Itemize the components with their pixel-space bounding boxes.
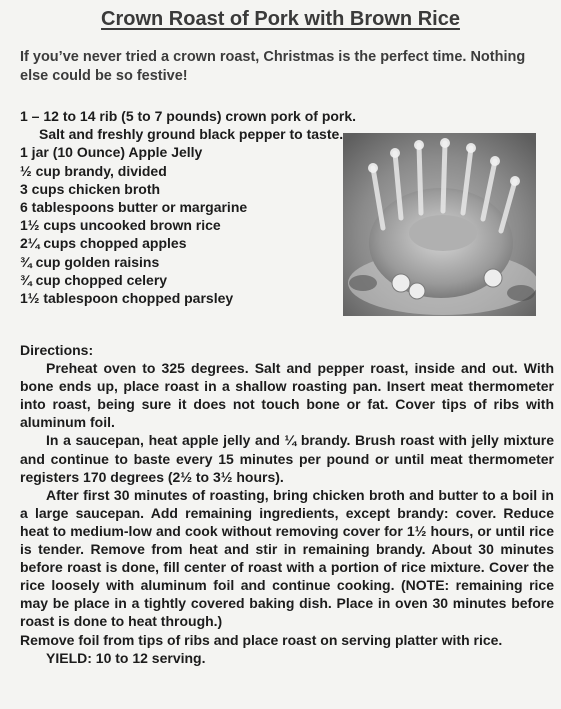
ingredient-item: 6 tablespoons butter or margarine (20, 199, 248, 216)
ingredient-item: Salt and freshly ground black pepper to taste. (39, 126, 344, 143)
directions-heading: Directions: (20, 342, 94, 358)
ingredient-item: ¾ cup chopped celery (20, 271, 168, 288)
ingredient-item: 3 cups chicken broth (20, 180, 161, 197)
direction-paragraph: Remove foil from tips of ribs and place roast on serving platter with rice. (20, 631, 503, 648)
recipe-yield: YIELD: 10 to 12 serving. (46, 649, 206, 666)
recipe-intro: If you’ve never tried a crown roast, Christmas is the perfect time. Nothing else could be so festive! (20, 49, 526, 84)
crown-roast-illustration (343, 133, 536, 316)
crown-roast-photo (343, 133, 536, 316)
ingredient-item: 2¼ cups chopped apples (20, 235, 187, 252)
ingredient-item: 1 – 12 to 14 rib (5 to 7 pounds) crown pork of pork. (20, 108, 357, 124)
ingredient-item: 1½ cups uncooked brown rice (20, 217, 221, 234)
direction-paragraph: Preheat oven to 325 degrees. Salt and pepper roast, inside and out. With bone ends up, place roast in a shallow roasting pan. Insert meat thermometer into roast, being sure it does not touch bone or fat. Cover tips of ribs with aluminum foil. (20, 360, 554, 431)
recipe-title: Crown Roast of Pork with Brown Rice (101, 8, 460, 30)
direction-paragraph: After first 30 minutes of roasting, bring chicken broth and butter to a boil in a large saucepan. Add remaining ingredients, except brandy: cover. Reduce heat to medium-low and cook without removing cover for 1½ hours, or until rice is tender. Remove from heat and stir in remaining brandy. About 30 minutes before roast is done, fill center of roast with a portion of rice mixture. Cover the rice loosely with aluminum foil and continue cooking. (NOTE: remaining rice may be place in a tightly covered baking dish. Place in oven 30 minutes before roast is done to heat through.) (20, 486, 554, 630)
direction-paragraph: In a saucepan, heat apple jelly and ¼ brandy. Brush roast with jelly mixture and continue to baste every 15 minutes per pound or until meat thermometer registers 170 degrees (2½ to 3½ hours). (20, 432, 554, 485)
ingredient-item: 1 jar (10 Ounce) Apple Jelly (20, 144, 203, 161)
ingredient-item: 1½ tablespoon chopped parsley (20, 290, 234, 307)
ingredient-item: ½ cup brandy, divided (20, 162, 167, 179)
ingredient-item: ¾ cup golden raisins (20, 253, 160, 270)
directions-section (20, 341, 554, 667)
